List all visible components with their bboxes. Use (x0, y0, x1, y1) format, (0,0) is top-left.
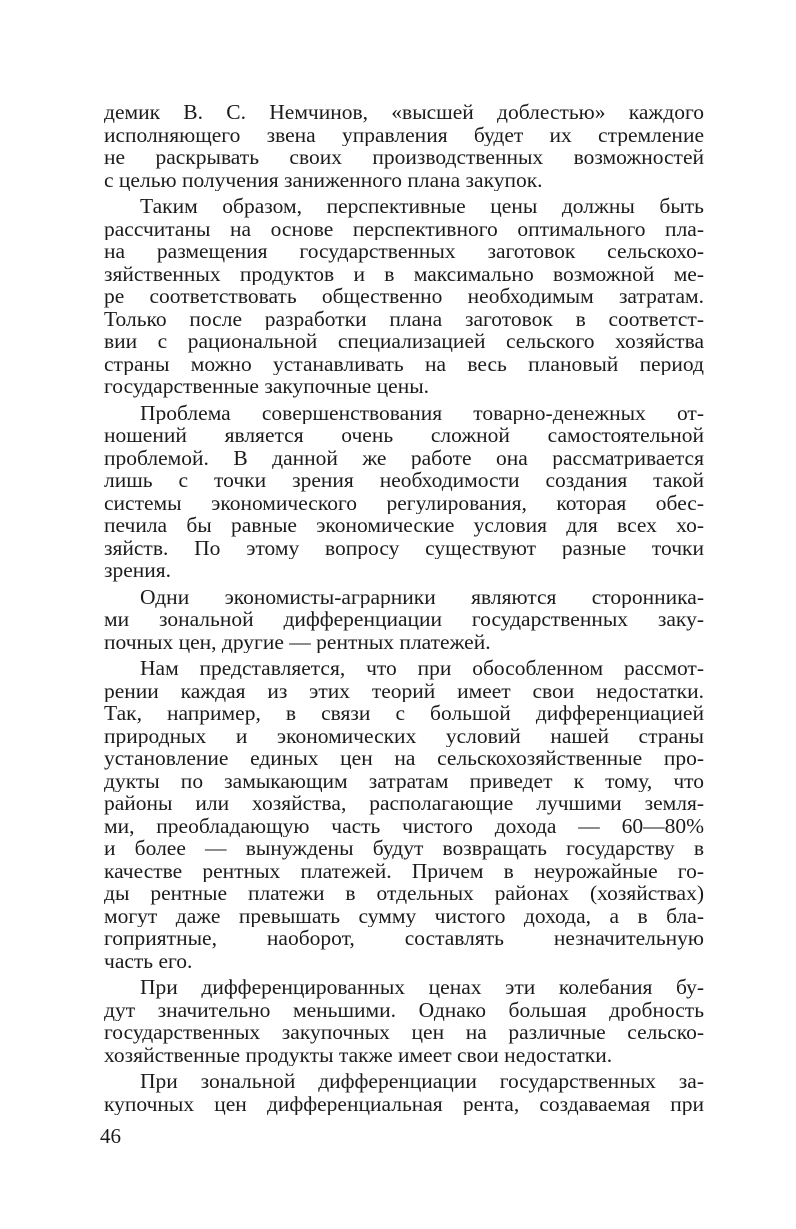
text-line: системы экономического регулирования, которая обес- (104, 491, 704, 514)
text-line: часть его. (104, 949, 193, 972)
text-line: демик В. С. Немчинов, «высшей доблестью» каждого (104, 101, 704, 124)
text-line: ды рентные платежи в отдельных районах (хозяйствах) (104, 882, 704, 905)
text-line: купочных цен дифференциальная рента, создаваемая при (104, 1092, 704, 1115)
text-line: Одни экономисты-аграрники являются сторонника- (140, 585, 704, 608)
text-line: рассчитаны на основе перспективного оптимального пла- (104, 217, 704, 240)
text-line: качестве рентных платежей. Причем в неурожайные го- (104, 859, 704, 882)
text-line: зрения. (104, 559, 172, 582)
text-line: на размещения государственных заготовок сельскохо- (104, 240, 704, 263)
page-number: 46 (100, 1124, 121, 1148)
text-line: установление единых цен на сельскохозяйственные про- (104, 747, 704, 770)
text-line: зяйственных продуктов и в максимально возможной ме- (104, 262, 704, 285)
text-line: дут значительно меньшими. Однако большая дробность (104, 998, 704, 1021)
text-line: и более — вынуждены будут возвращать государству в (104, 837, 704, 860)
text-line: вии с рациональной специализацией сельского хозяйства (104, 330, 704, 353)
text-line: страны можно устанавливать на весь плановый период (104, 352, 704, 375)
text-line: ми, преобладающую часть чистого дохода — 60—80% (104, 814, 704, 837)
text-line: не раскрывать своих производственных возможностей (104, 146, 704, 169)
text-line: исполняющего звена управления будет их стремление (104, 123, 704, 146)
paragraph (104, 586, 704, 654)
text-line: гоприятные, наоборот, составлять незначительную (104, 927, 704, 950)
text-line: ношений является очень сложной самостоятельной (104, 424, 704, 447)
body-text (104, 101, 704, 1119)
text-line: Таким образом, перспективные цены должны быть (140, 195, 704, 218)
paragraph (104, 101, 704, 191)
text-line: При дифференцированных ценах эти колебания бу- (140, 976, 704, 999)
text-line: районы или хозяйства, располагающие лучшими земля- (104, 792, 704, 815)
paragraph (104, 657, 704, 972)
text-line: с целью получения заниженного плана закупок. (104, 168, 543, 191)
text-line: Проблема совершенствования товарно-денежных от- (140, 401, 704, 424)
text-line: государственные закупочные цены. (104, 375, 430, 398)
text-line: лишь с точки зрения необходимости создания такой (104, 469, 704, 492)
text-line: хозяйственные продукты также имеет свои недостатки. (104, 1043, 613, 1066)
text-line: ми зональной дифференциации государственных заку- (104, 608, 704, 631)
paragraph (104, 195, 704, 398)
text-line: зяйств. По этому вопросу существуют разные точки (104, 536, 704, 559)
text-line: Только после разработки плана заготовок в соответст- (104, 307, 704, 330)
text-line: Нам представляется, что при обособленном рассмот- (140, 657, 704, 680)
text-line: проблемой. В данной же работе она рассматривается (104, 446, 704, 469)
text-line: дукты по замыкающим затратам приведет к тому, что (104, 769, 704, 792)
text-line: могут даже превышать сумму чистого дохода, а в бла- (104, 904, 704, 927)
text-line: печила бы равные экономические условия для всех хо- (104, 514, 704, 537)
text-line: природных и экономических условий нашей страны (104, 724, 704, 747)
paragraph (104, 1070, 704, 1115)
text-line: При зональной дифференциации государственных за- (140, 1070, 704, 1093)
text-line: почных цен, другие — рентных платежей. (104, 630, 491, 653)
text-line: ре соответствовать общественно необходимым затратам. (104, 285, 704, 308)
paragraph (104, 976, 704, 1066)
text-line: государственных закупочных цен на различные сельско- (104, 1021, 704, 1044)
text-line: Так, например, в связи с большой дифференциацией (104, 702, 704, 725)
text-line: рении каждая из этих теорий имеет свои недостатки. (104, 679, 704, 702)
paragraph (104, 402, 704, 582)
